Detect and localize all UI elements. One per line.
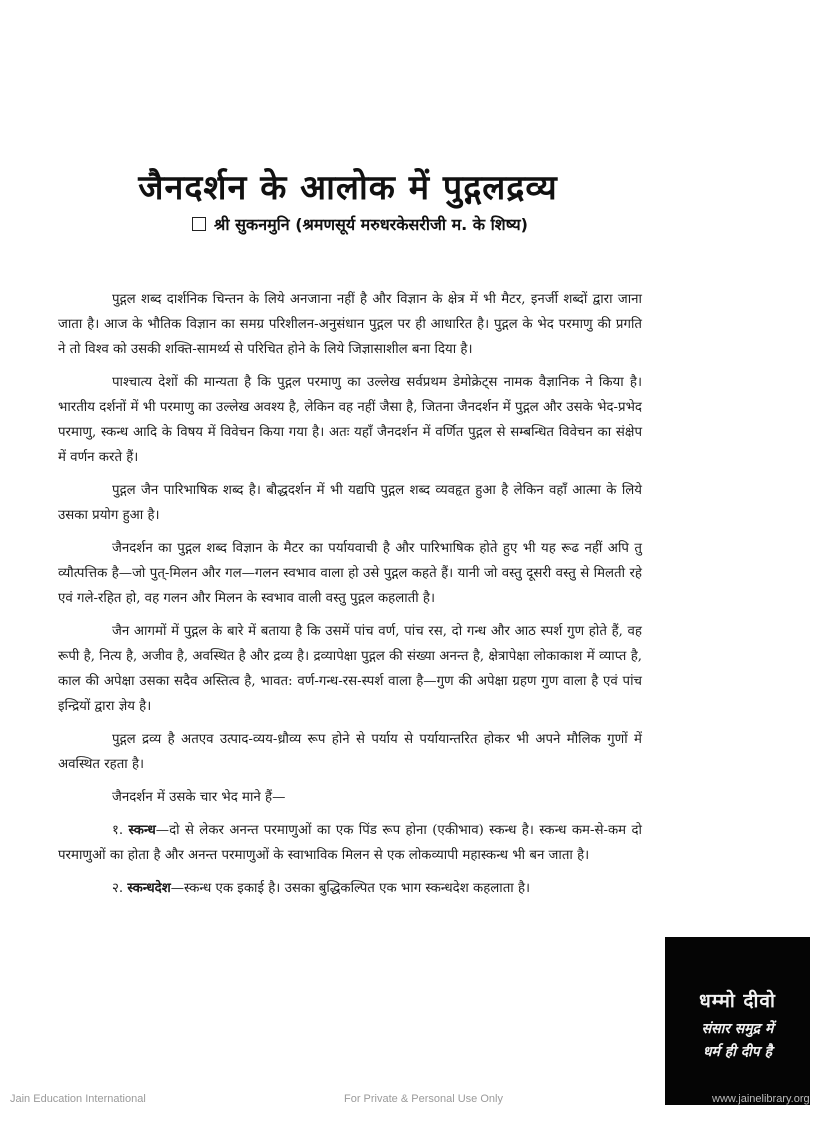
article-body — [58, 287, 642, 909]
paragraph: पाश्चात्य देशों की मान्यता है कि पुद्गल परमाणु का उल्लेख सर्वप्रथम डेमोक्रेट्स नामक वैज्ञानिक ने किया है। भारतीय दर्शनों में भी परमाणु का उल्लेख अवश्य है, लेकिन वह नहीं जैसा है, जितना जैनदर्शन में पुद्गल और उसके भेद-प्रभेद परमाणु, स्कन्ध आदि के विषय में विवेचन किया गया है। अतः यहाँ जैनदर्शन में वर्णित पुद्गल से सम्बन्धित विवेचन का संक्षेप में वर्णन करते हैं। — [58, 375, 642, 465]
list-term: स्कन्ध — [128, 823, 156, 838]
paragraph: पुद्गल जैन पारिभाषिक शब्द है। बौद्धदर्शन में भी यद्यपि पुद्गल शब्द व्यवहृत हुआ है लेकिन वहाँ आत्मा के लिये उसका प्रयोग हुआ है। — [58, 483, 642, 523]
checkbox-square-icon — [192, 217, 206, 231]
quote-line-3: धर्म ही दीप है — [702, 1044, 773, 1060]
article-title: जैनदर्शन के आलोक में पुद्गलद्रव्य — [138, 167, 558, 208]
list-item — [58, 876, 642, 901]
quote-line-1: धम्मो दीवो — [699, 990, 776, 1012]
paragraph: पुद्गल द्रव्य है अतएव उत्पाद-व्यय-ध्रौव्य रूप होने से पर्याय से पर्यायान्तरित होकर भी अपने मौलिक गुणों में अवस्थित रहता है। — [58, 732, 642, 772]
list-text: —दो से लेकर अनन्त परमाणुओं का एक पिंड रूप होना (एकीभाव) स्कन्ध है। स्कन्ध कम-से-कम दो परमाणुओं का होता है और अनन्त परमाणुओं के स्वाभाविक मिलन से एक लोकव्यापी महास्कन्ध भी बन जाता है। — [58, 823, 642, 863]
quote-line-2: संसार समुद्र में — [701, 1021, 774, 1037]
quote-box — [665, 937, 810, 1105]
author-name: श्री सुकनमुनि (श्रमणसूर्य मरुधरकेसरीजी म. के शिष्य) — [214, 215, 528, 234]
footer-website-link[interactable]: www.jainelibrary.org — [712, 1093, 810, 1105]
footer-publisher: Jain Education International — [10, 1093, 146, 1105]
list-term: स्कन्धदेश — [127, 881, 171, 896]
paragraph: पुद्गल शब्द दार्शनिक चिन्तन के लिये अनजाना नहीं है और विज्ञान के क्षेत्र में भी मैटर, इनर्जी शब्दों द्वारा जाना जाता है। आज के भौतिक विज्ञान का समग्र परिशीलन-अनुसंधान पुद्गल पर ही आधारित है। पुद्गल के भेद परमाणु की प्रगति ने तो विश्व को उसकी शक्ति-सामर्थ्य से परिचित होने के लिये जिज्ञासाशील बना दिया है। — [58, 292, 642, 357]
footer-usage-note: For Private & Personal Use Only — [344, 1093, 503, 1105]
list-item — [58, 818, 642, 868]
paragraph: जैनदर्शन में उसके चार भेद माने हैं— — [112, 790, 286, 805]
list-number: २. — [112, 881, 124, 896]
paragraph: जैन आगमों में पुद्गल के बारे में बताया है कि उसमें पांच वर्ण, पांच रस, दो गन्ध और आठ स्पर्श गुण होते हैं, वह रूपी है, नित्य है, अजीव है, अवस्थित है और द्रव्य है। द्रव्यापेक्षा पुद्गल की संख्या अनन्त है, क्षेत्रापेक्षा लोकाकाश में व्याप्त है, काल की अपेक्षा उसका सदैव अस्तित्व है, भावत: वर्ण-गन्ध-रस-स्पर्श वाला है—गुण की अपेक्षा ग्रहण गुण वाला है एवं पांच इन्द्रियों द्वारा ज्ञेय है। — [58, 624, 642, 714]
paragraph: जैनदर्शन का पुद्गल शब्द विज्ञान के मैटर का पर्यायवाची है और पारिभाषिक होते हुए भी यह रूढ नहीं अपि तु व्यौत्पत्तिक है—जो पुत्-मिलन और गल—गलन स्वभाव वाला हो उसे पुद्गल कहते हैं। यानी जो वस्तु दूसरी वस्तु से मिलती रहे एवं गले-रहित हो, वह गलन और मिलन के स्वभाव वाली वस्तु पुद्गल कहलाती है। — [58, 541, 642, 606]
list-text: —स्कन्ध एक इकाई है। उसका बुद्धिकल्पित एक भाग स्कन्धदेश कहलाता है। — [170, 881, 531, 896]
author-line — [120, 213, 600, 235]
list-number: १. — [112, 823, 124, 838]
